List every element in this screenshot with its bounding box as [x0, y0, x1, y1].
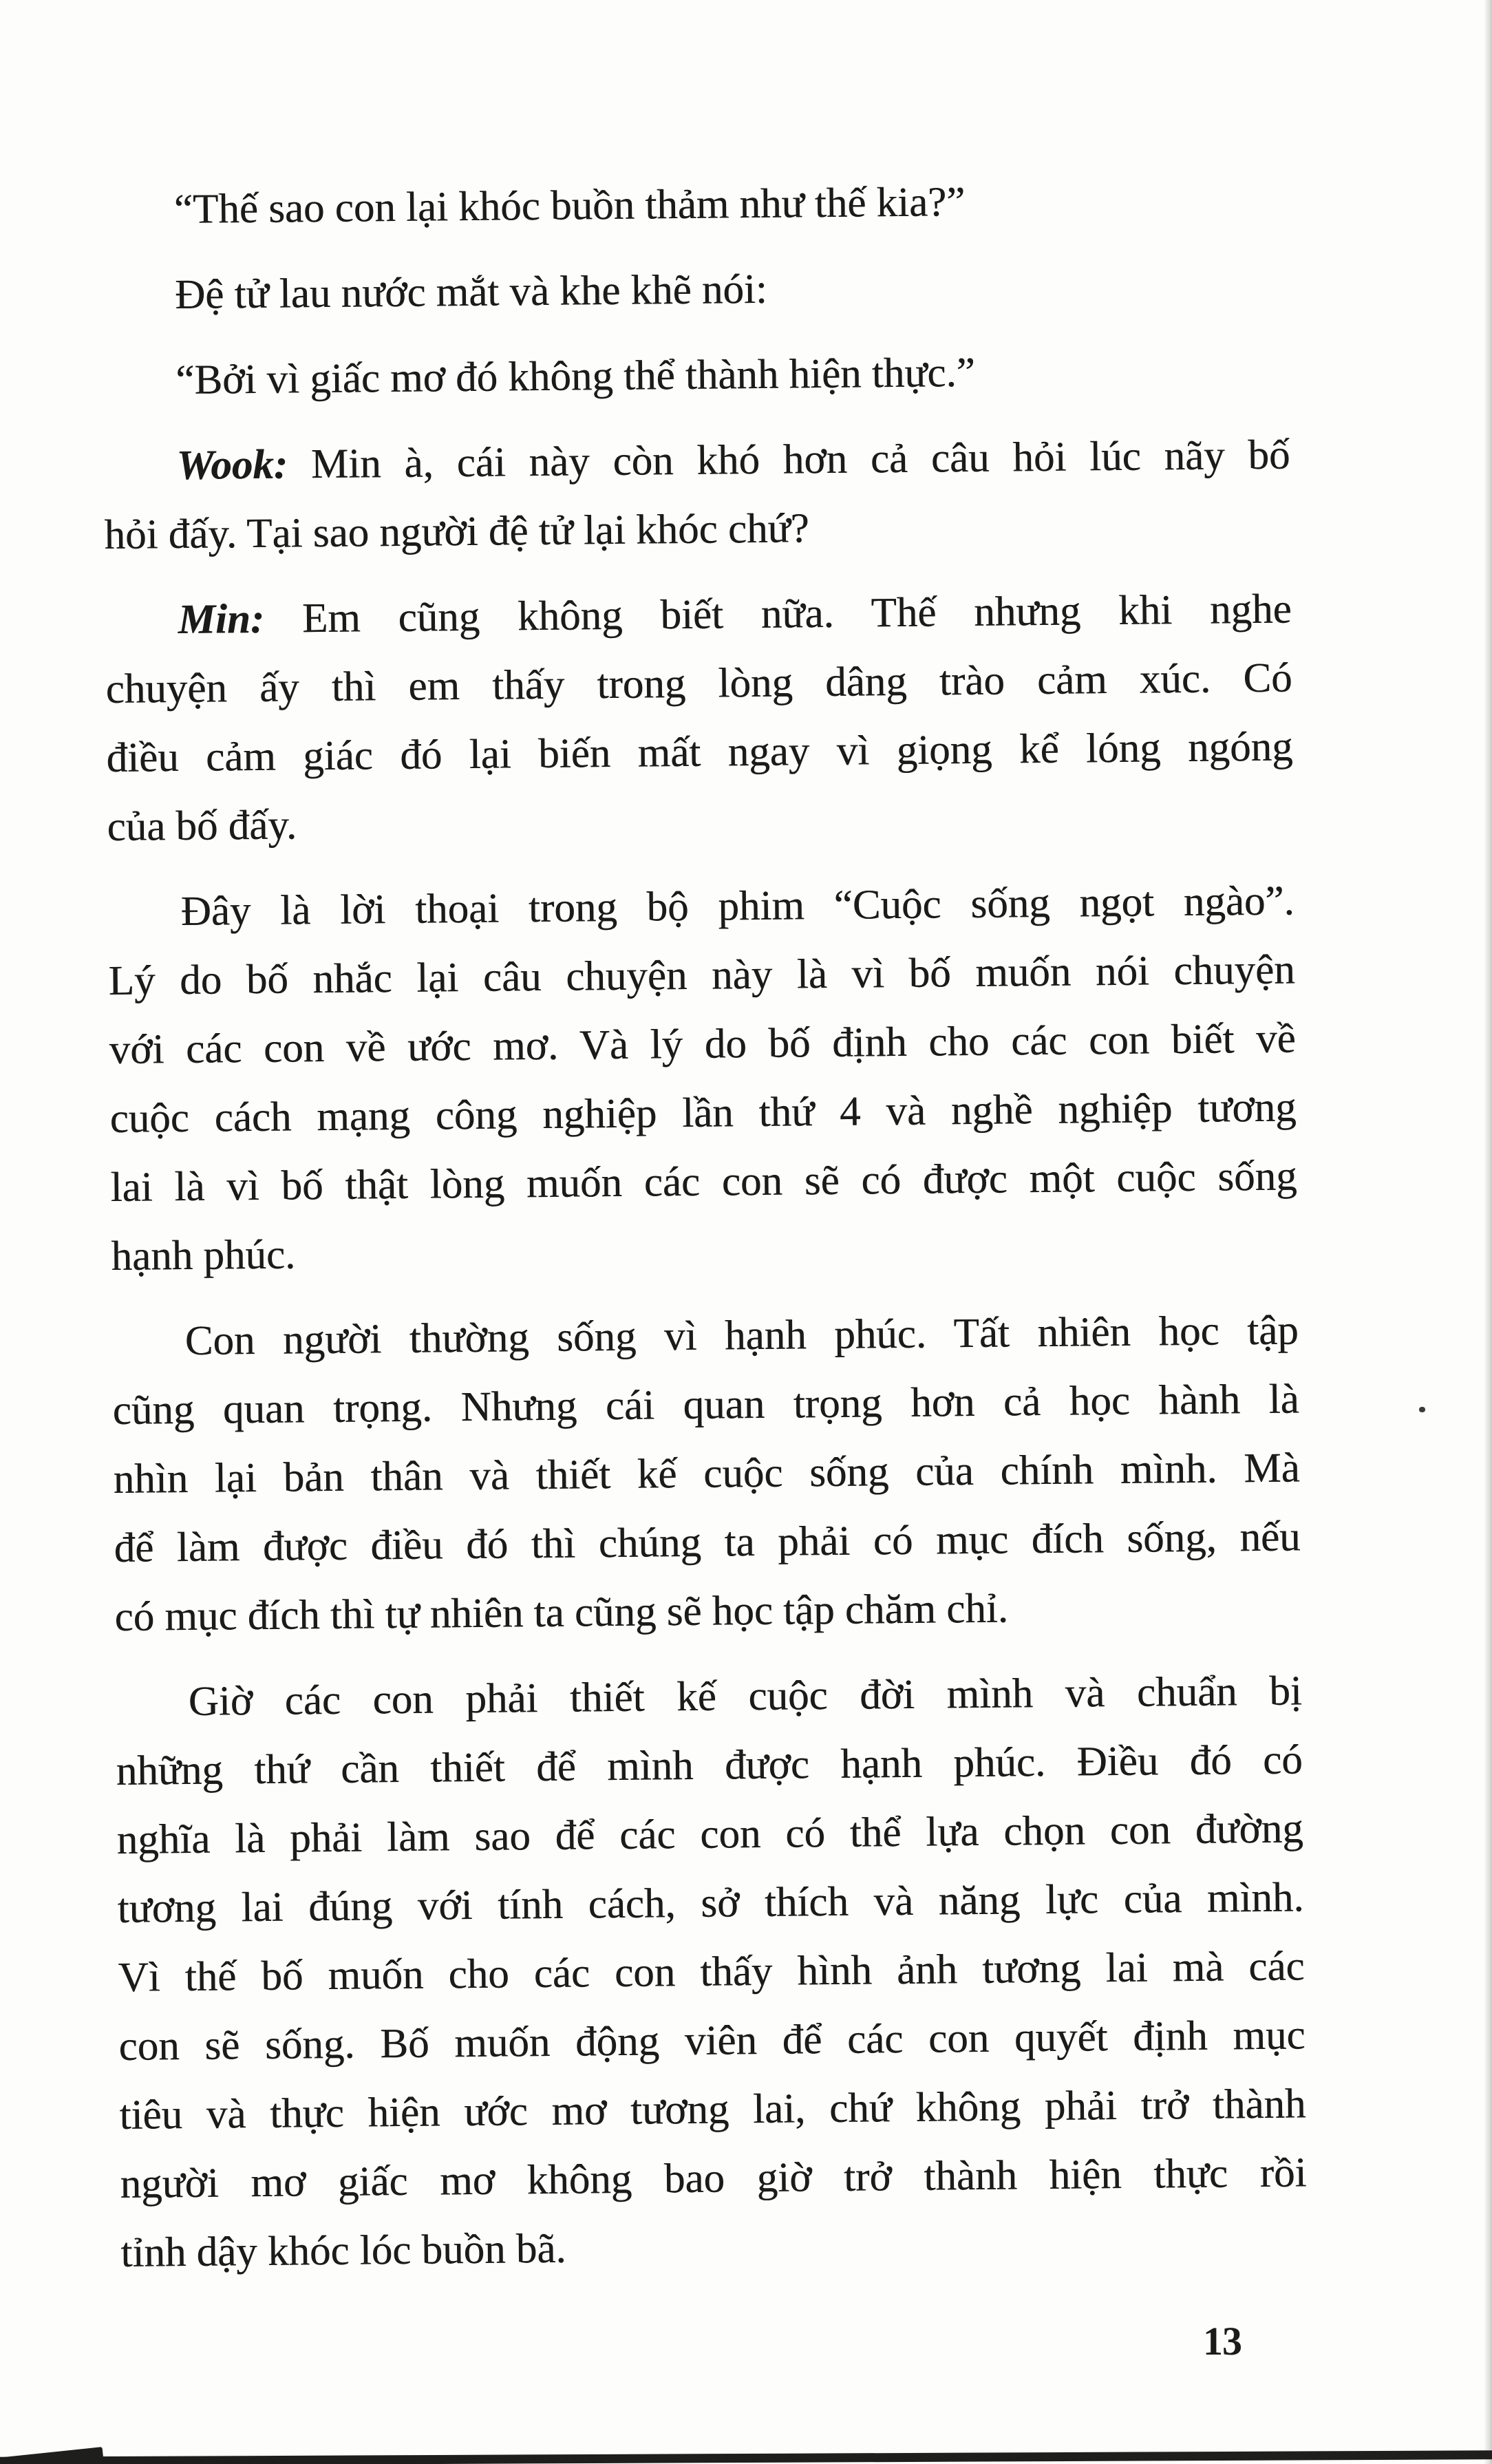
page-bottom-edge-line [0, 2450, 1492, 2464]
paragraph [101, 165, 1288, 246]
text-line: con sẽ sống. Bố muốn động viên để các con quyết định mục [118, 2012, 1306, 2070]
text-line: với các con về ước mơ. Và lý do bố định cho các con biết về [109, 1015, 1296, 1074]
text-line: “Thế sao con lại khóc buồn thảm như thế kia?” [173, 179, 966, 233]
text-line: Đệ tử lau nước mắt và khe khẽ nói: [174, 266, 768, 319]
page-right-edge-shadow [1484, 0, 1492, 2464]
text-line: lai là vì bố thật lòng muốn các con sẽ có được một cuộc sống [110, 1153, 1297, 1211]
paragraph [115, 1657, 1308, 2288]
text-line: người mơ giấc mơ không bao giờ trở thành hiện thực rồi [120, 2149, 1307, 2207]
text-line: điều cảm giác đó lại biến mất ngay vì giọng kể lóng ngóng [106, 723, 1293, 782]
text-line: Min: Em cũng không biết nữa. Thế nhưng khi nghe [178, 586, 1292, 644]
text-line: để làm được điều đó thì chúng ta phải có mục đích sống, nếu [114, 1514, 1301, 1571]
paragraph [102, 251, 1289, 331]
paragraph [103, 336, 1290, 416]
ink-speck [1419, 1407, 1425, 1412]
text-line: “Bởi vì giấc mơ đó không thể thành hiện thực.” [175, 349, 976, 404]
text-line: Wook: Min à, cái này còn khó hơn cả câu hỏi lúc nãy bố [176, 432, 1290, 489]
speaker-name: Wook: [176, 441, 288, 489]
text-line: chuyện ấy thì em thấy trong lòng dâng trào cảm xúc. Có [105, 655, 1292, 713]
text-line: tương lai đúng với tính cách, sở thích và năng lực của mình. [117, 1874, 1304, 1932]
text-line: tỉnh dậy khóc lóc buồn bã. [120, 2225, 566, 2276]
text-line: tiêu và thực hiện ước mơ tương lai, chứ không phải trở thành [119, 2081, 1306, 2138]
speaker-name: Min: [178, 595, 265, 644]
text-line: Vì thế bố muốn cho các con thấy hình ảnh tương lai mà các [118, 1943, 1305, 2001]
text-line: Giờ các con phải thiết kế cuộc đời mình và chuẩn bị [188, 1668, 1303, 1725]
text-line: nghĩa là phải làm sao để các con có thể lựa chọn con đường [116, 1805, 1303, 1863]
text-line: nhìn lại bản thân và thiết kế cuộc sống của chính mình. Mà [113, 1445, 1300, 1502]
paragraph [105, 575, 1294, 862]
text-line: của bố đấy. [107, 802, 297, 851]
page-number: 13 [1203, 2319, 1241, 2364]
text-line: cuộc cách mạng công nghiệp lần thứ 4 và nghề nghiệp tương [109, 1084, 1297, 1143]
text-line: Lý do bố nhắc lại câu chuyện này là vì bố muốn nói chuyện [108, 946, 1295, 1005]
text-line: hỏi đấy. Tại sao người đệ tử lại khóc chứ? [104, 505, 809, 559]
paragraph [107, 867, 1298, 1291]
text-line: có mục đích thì tự nhiên ta cũng sẽ học tập chăm chỉ. [114, 1585, 1009, 1640]
text-line: hạnh phúc. [111, 1231, 296, 1279]
paragraph [103, 421, 1291, 570]
paragraph [111, 1296, 1301, 1652]
text-line: Con người thường sống vì hạnh phúc. Tất nhiên học tập [184, 1307, 1299, 1364]
text-line: những thứ cần thiết để mình được hạnh phúc. Điều đó có [116, 1737, 1303, 1794]
text-line: cũng quan trọng. Nhưng cái quan trọng hơn cả học hành là [112, 1376, 1299, 1434]
text-line: Đây là lời thoại trong bộ phim “Cuộc sống ngọt ngào”. [180, 878, 1295, 935]
